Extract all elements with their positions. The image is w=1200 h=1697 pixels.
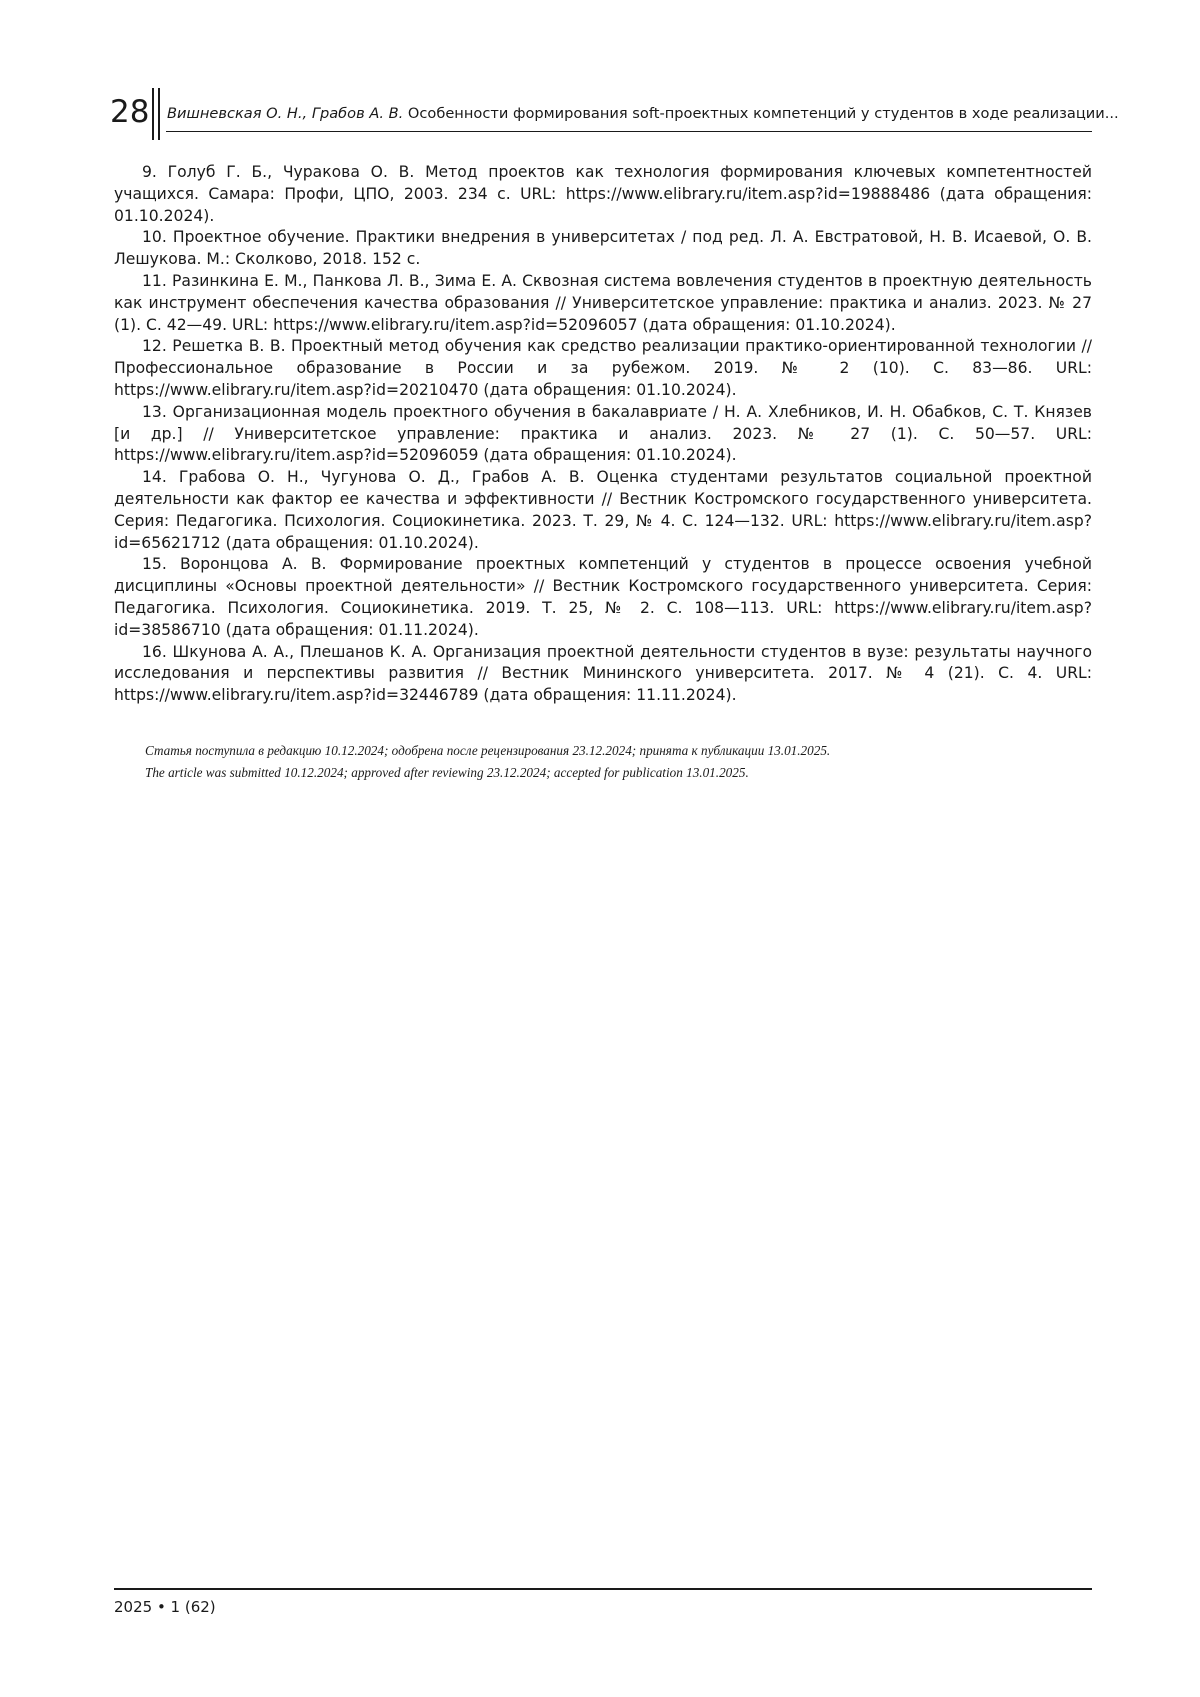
footer-issue: 2025 • 1 (62) [114, 1598, 216, 1616]
reference-item: 13. Организационная модель проектного обучения в бакалавриате / Н. А. Хлебников, И. Н. Обабков, С. Т. Князев [и др.] // Университетское управление: практика и анализ. 2023. № 27 (1). С. 50—57. URL: https://www.elibrary.ru/item.asp?id=52096059 (дата обращения: 01.10.2024). [114, 402, 1092, 465]
reference-item: 14. Грабова О. Н., Чугунова О. Д., Грабов А. В. Оценка студентами результатов социальной проектной деятельности как фактор ее качества и эффективности // Вестник Костромского государственного университета. Серия: Педагогика. Психология. Социокинетика. 2023. Т. 29, № 4. С. 124—132. URL: https://www.elibrary.ru/item.asp?id=65621712 (дата обращения: 01.10.2024). [114, 468, 1092, 552]
article-dates [145, 740, 1085, 784]
footer-rule [114, 1588, 1092, 1590]
reference-item: 10. Проектное обучение. Практики внедрения в университетах / под ред. Л. А. Евстратовой, Н. В. Исаевой, О. В. Лешукова. М.: Сколково, 2018. 152 с. [114, 228, 1092, 269]
running-header [110, 88, 1119, 140]
header-vertical-rule-1 [152, 88, 154, 140]
header-vertical-rule-2 [158, 88, 160, 140]
reference-list [114, 162, 1092, 707]
header-horizontal-rule [166, 131, 1092, 132]
running-title [167, 104, 1119, 124]
reference-item: 15. Воронцова А. В. Формирование проектных компетенций у студентов в процессе освоения учебной дисциплины «Основы проектной деятельности» // Вестник Костромского государственного университета. Серия: Педагогика. Психология. Социокинетика. 2019. Т. 25, № 2. С. 108—113. URL: https://www.elibrary.ru/item.asp?id=38586710 (дата обращения: 01.11.2024). [114, 555, 1092, 639]
reference-item: 9. Голуб Г. Б., Чуракова О. В. Метод проектов как технология формирования ключевых компетентностей учащихся. Самара: Профи, ЦПО, 2003. 234 с. URL: https://www.elibrary.ru/item.asp?id=19888486 (дата обращения: 01.10.2024). [114, 163, 1092, 225]
reference-item: 11. Разинкина Е. М., Панкова Л. В., Зима Е. А. Сквозная система вовлечения студентов в проектную деятельность как инструмент обеспечения качества образования // Университетское управление: практика и анализ. 2023. № 27 (1). С. 42—49. URL: https://www.elibrary.ru/item.asp?id=52096057 (дата обращения: 01.10.2024). [114, 271, 1092, 334]
reference-item: 12. Решетка В. В. Проектный метод обучения как средство реализации практико-ориентированной технологии // Профессиональное образование в России и за рубежом. 2019. № 2 (10). С. 83—86. URL: https://www.elibrary.ru/item.asp?id=20210470 (дата обращения: 01.10.2024). [114, 337, 1092, 399]
running-title-authors: Вишневская О. Н., Грабов А. В. [167, 105, 404, 122]
running-title-text: Особенности формирования soft-проектных компетенций у студентов в ходе реализации... [407, 105, 1119, 122]
article-dates-ru: Статья поступила в редакцию 10.12.2024; одобрена после рецензирования 23.12.2024; принята к публикации 13.01.2025. [145, 743, 831, 758]
reference-item: 16. Шкунова А. А., Плешанов К. А. Организация проектной деятельности студентов в вузе: результаты научного исследования и перспективы развития // Вестник Мининского университета. 2017. № 4 (21). С. 4. URL: https://www.elibrary.ru/item.asp?id=32446789 (дата обращения: 11.11.2024). [114, 642, 1092, 705]
article-dates-en: The article was submitted 10.12.2024; approved after reviewing 23.12.2024; accepted for publication 13.01.2025. [145, 765, 749, 780]
page-number: 28 [110, 94, 150, 130]
